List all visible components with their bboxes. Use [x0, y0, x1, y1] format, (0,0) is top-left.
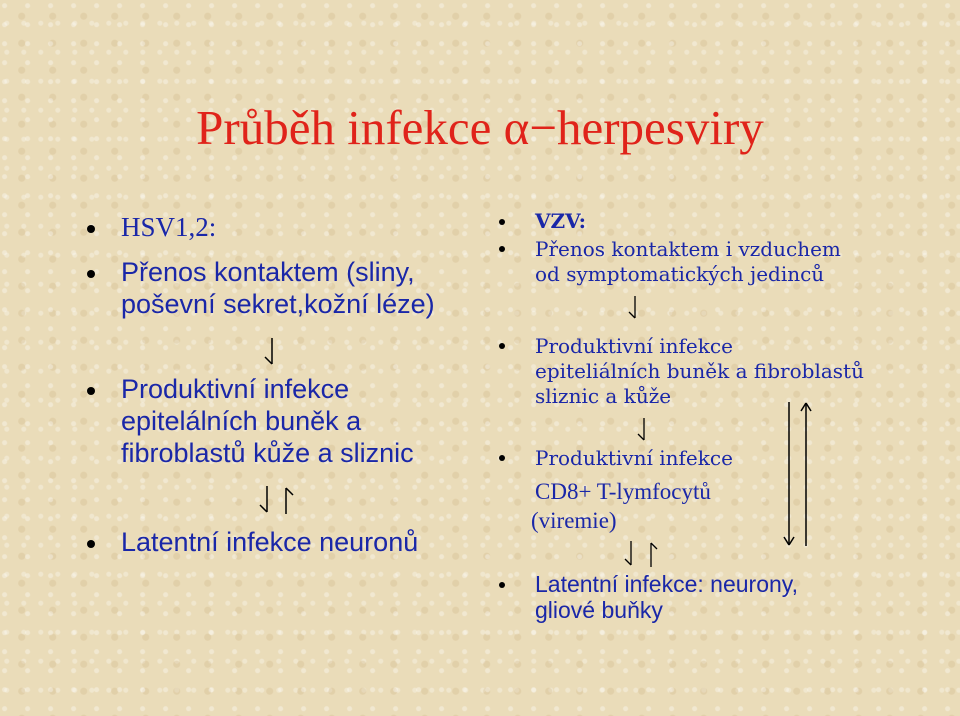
arrow-down-icon [635, 418, 653, 442]
bullet-icon [499, 582, 505, 588]
arrow-up-icon [276, 486, 296, 514]
left-item2-line3: fibroblastů kůže a sliznic [121, 438, 414, 468]
arrow-down-icon [257, 486, 277, 514]
bullet-icon [499, 246, 505, 252]
bullet-icon [87, 270, 95, 278]
left-item2-line1: Produktivní infekce [121, 374, 350, 404]
right-item3-line2: CD8+ T-lymfocytů [535, 479, 711, 504]
long-arrows-icon [780, 400, 820, 550]
left-item3-line1: Latentní infekce neuronů [121, 527, 419, 557]
arrow-down-icon [622, 541, 640, 567]
title-part2: −herpesviry [529, 100, 764, 155]
left-item1-line1: Přenos kontaktem (sliny, [121, 257, 415, 287]
right-item3-line1: Produktivní infekce [535, 446, 733, 470]
right-item4-line1: Latentní infekce: neurony, [535, 571, 798, 597]
title-alpha: α [503, 100, 530, 155]
right-item2-line1: Produktivní infekce [535, 334, 733, 358]
right-item3-line3: (viremie) [531, 508, 617, 533]
bullet-icon [499, 455, 505, 461]
arrow-down-icon [262, 338, 282, 366]
left-item1-line2: poševní sekret,kožní léze) [121, 289, 435, 319]
bullet-icon [87, 387, 95, 395]
right-item2-line3: sliznic a kůže [535, 384, 672, 408]
bullet-icon [87, 225, 95, 233]
right-heading: VZV: [535, 209, 587, 233]
bullet-icon [87, 540, 95, 548]
arrow-down-icon [626, 296, 644, 320]
arrow-up-icon [642, 541, 660, 567]
bullet-icon [499, 219, 505, 225]
left-item2-line2: epitelálních buněk a [121, 406, 362, 436]
slide-title [0, 98, 960, 158]
left-heading: HSV1,2: [121, 212, 217, 242]
right-item2-line2: epiteliálních buněk a fibroblastů [535, 359, 864, 383]
title-part1: Průběh infekce [196, 100, 504, 155]
right-item4-line2: gliové buňky [535, 597, 663, 623]
bullet-icon [499, 343, 505, 349]
right-item1-line2: od symptomatických jedinců [535, 262, 825, 286]
right-item1-line1: Přenos kontaktem i vzduchem [535, 237, 841, 261]
